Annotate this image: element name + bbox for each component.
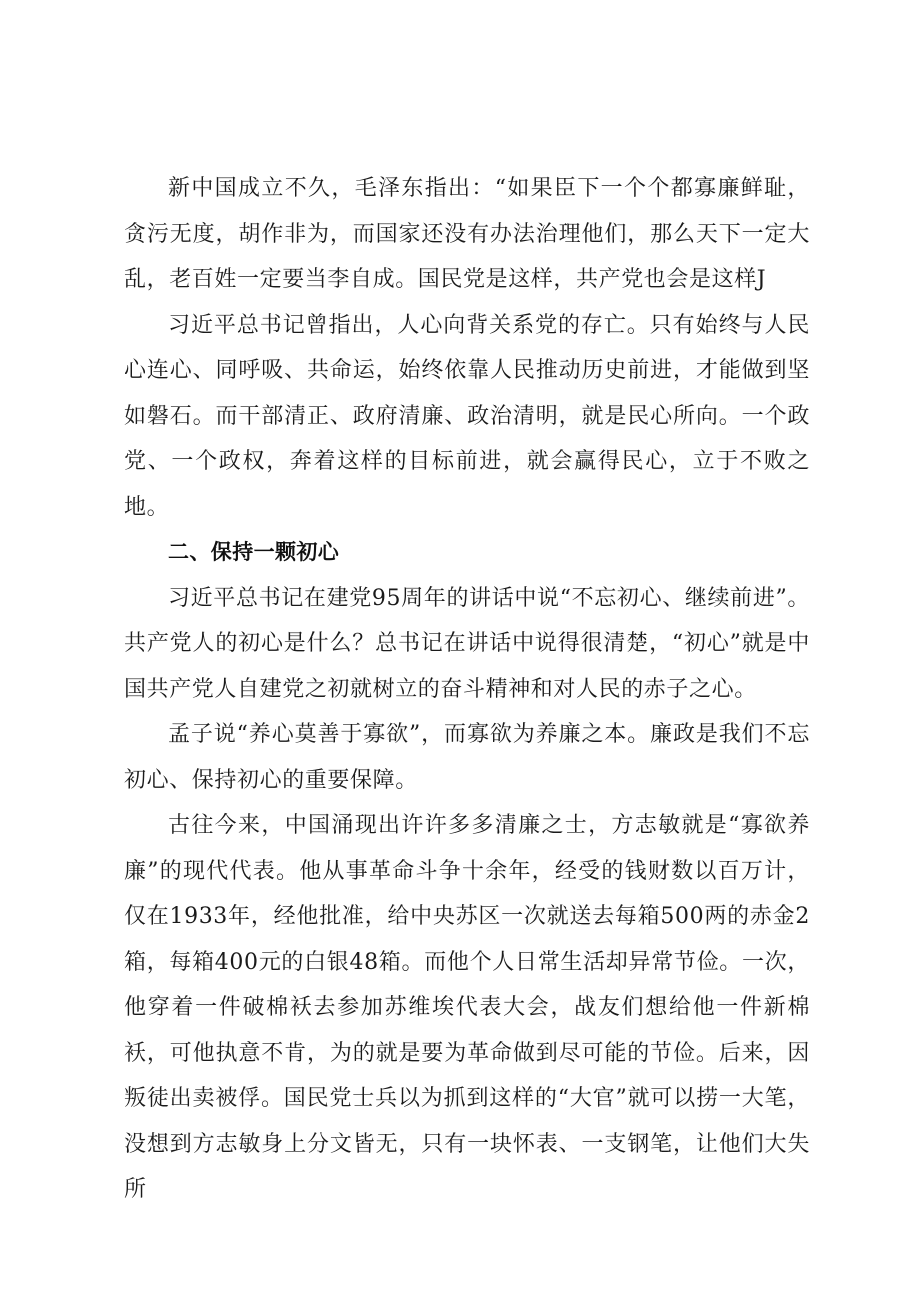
paragraph-original-aspiration: 习近平总书记在建党95周年的讲话中说“不忘初心、继续前进”。共产党人的初心是什么？总书记在讲话中说得很清楚，“初心”就是中国共产党人自建党之初就树立的奋斗精神和对人民的赤子之心。 bbox=[124, 585, 810, 702]
paragraph-mencius: 孟子说“养心莫善于寡欲”，而寡欲为养廉之本。廉政是我们不忘初心、保持初心的重要保障。 bbox=[124, 722, 810, 793]
paragraph-mao-quote: 新中国成立不久，毛泽东指出：“如果臣下一个个都寡廉鲜耻，贪污无度，胡作非为，而国家还没有办法治理他们，那么天下一定大乱，老百姓一定要当李自成。国民党是这样，共产党也会是这样J bbox=[124, 176, 810, 292]
document-body bbox=[124, 166, 810, 1213]
paragraph-xi-public-support: 习近平总书记曾指出，人心向背关系党的存亡。只有始终与人民心连心、同呼吸、共命运，始终依靠人民推动历史前进，才能做到坚如磐石。而干部清正、政府清廉、政治清明，就是民心所向。一个政党、一个政权，奔着这样的目标前进，就会赢得民心，立于不败之地。 bbox=[124, 312, 810, 520]
section-heading: 二、保持一颗初心 bbox=[168, 540, 340, 564]
paragraph-fang-zhimin: 古往今来，中国涌现出许许多多清廉之士，方志敏就是“寡欲养廉”的现代代表。他从事革命斗争十余年，经受的钱财数以百万计，仅在1933年，经他批准，给中央苏区一次就送去每箱500两的赤金2箱，每箱400元的白银48箱。而他个人日常生活却异常节俭。一次，他穿着一件破棉袄去参加苏维埃代表大会，战友们想给他一件新棉袄，可他执意不肯，为的就是要为革命做到尽可能的节俭。后来，因叛徒出卖被俘。国民党士兵以为抓到这样的“大官”就可以捞一大笔，没想到方志敏身上分文皆无，只有一块怀表、一支钢笔，让他们大失所 bbox=[124, 813, 810, 1202]
